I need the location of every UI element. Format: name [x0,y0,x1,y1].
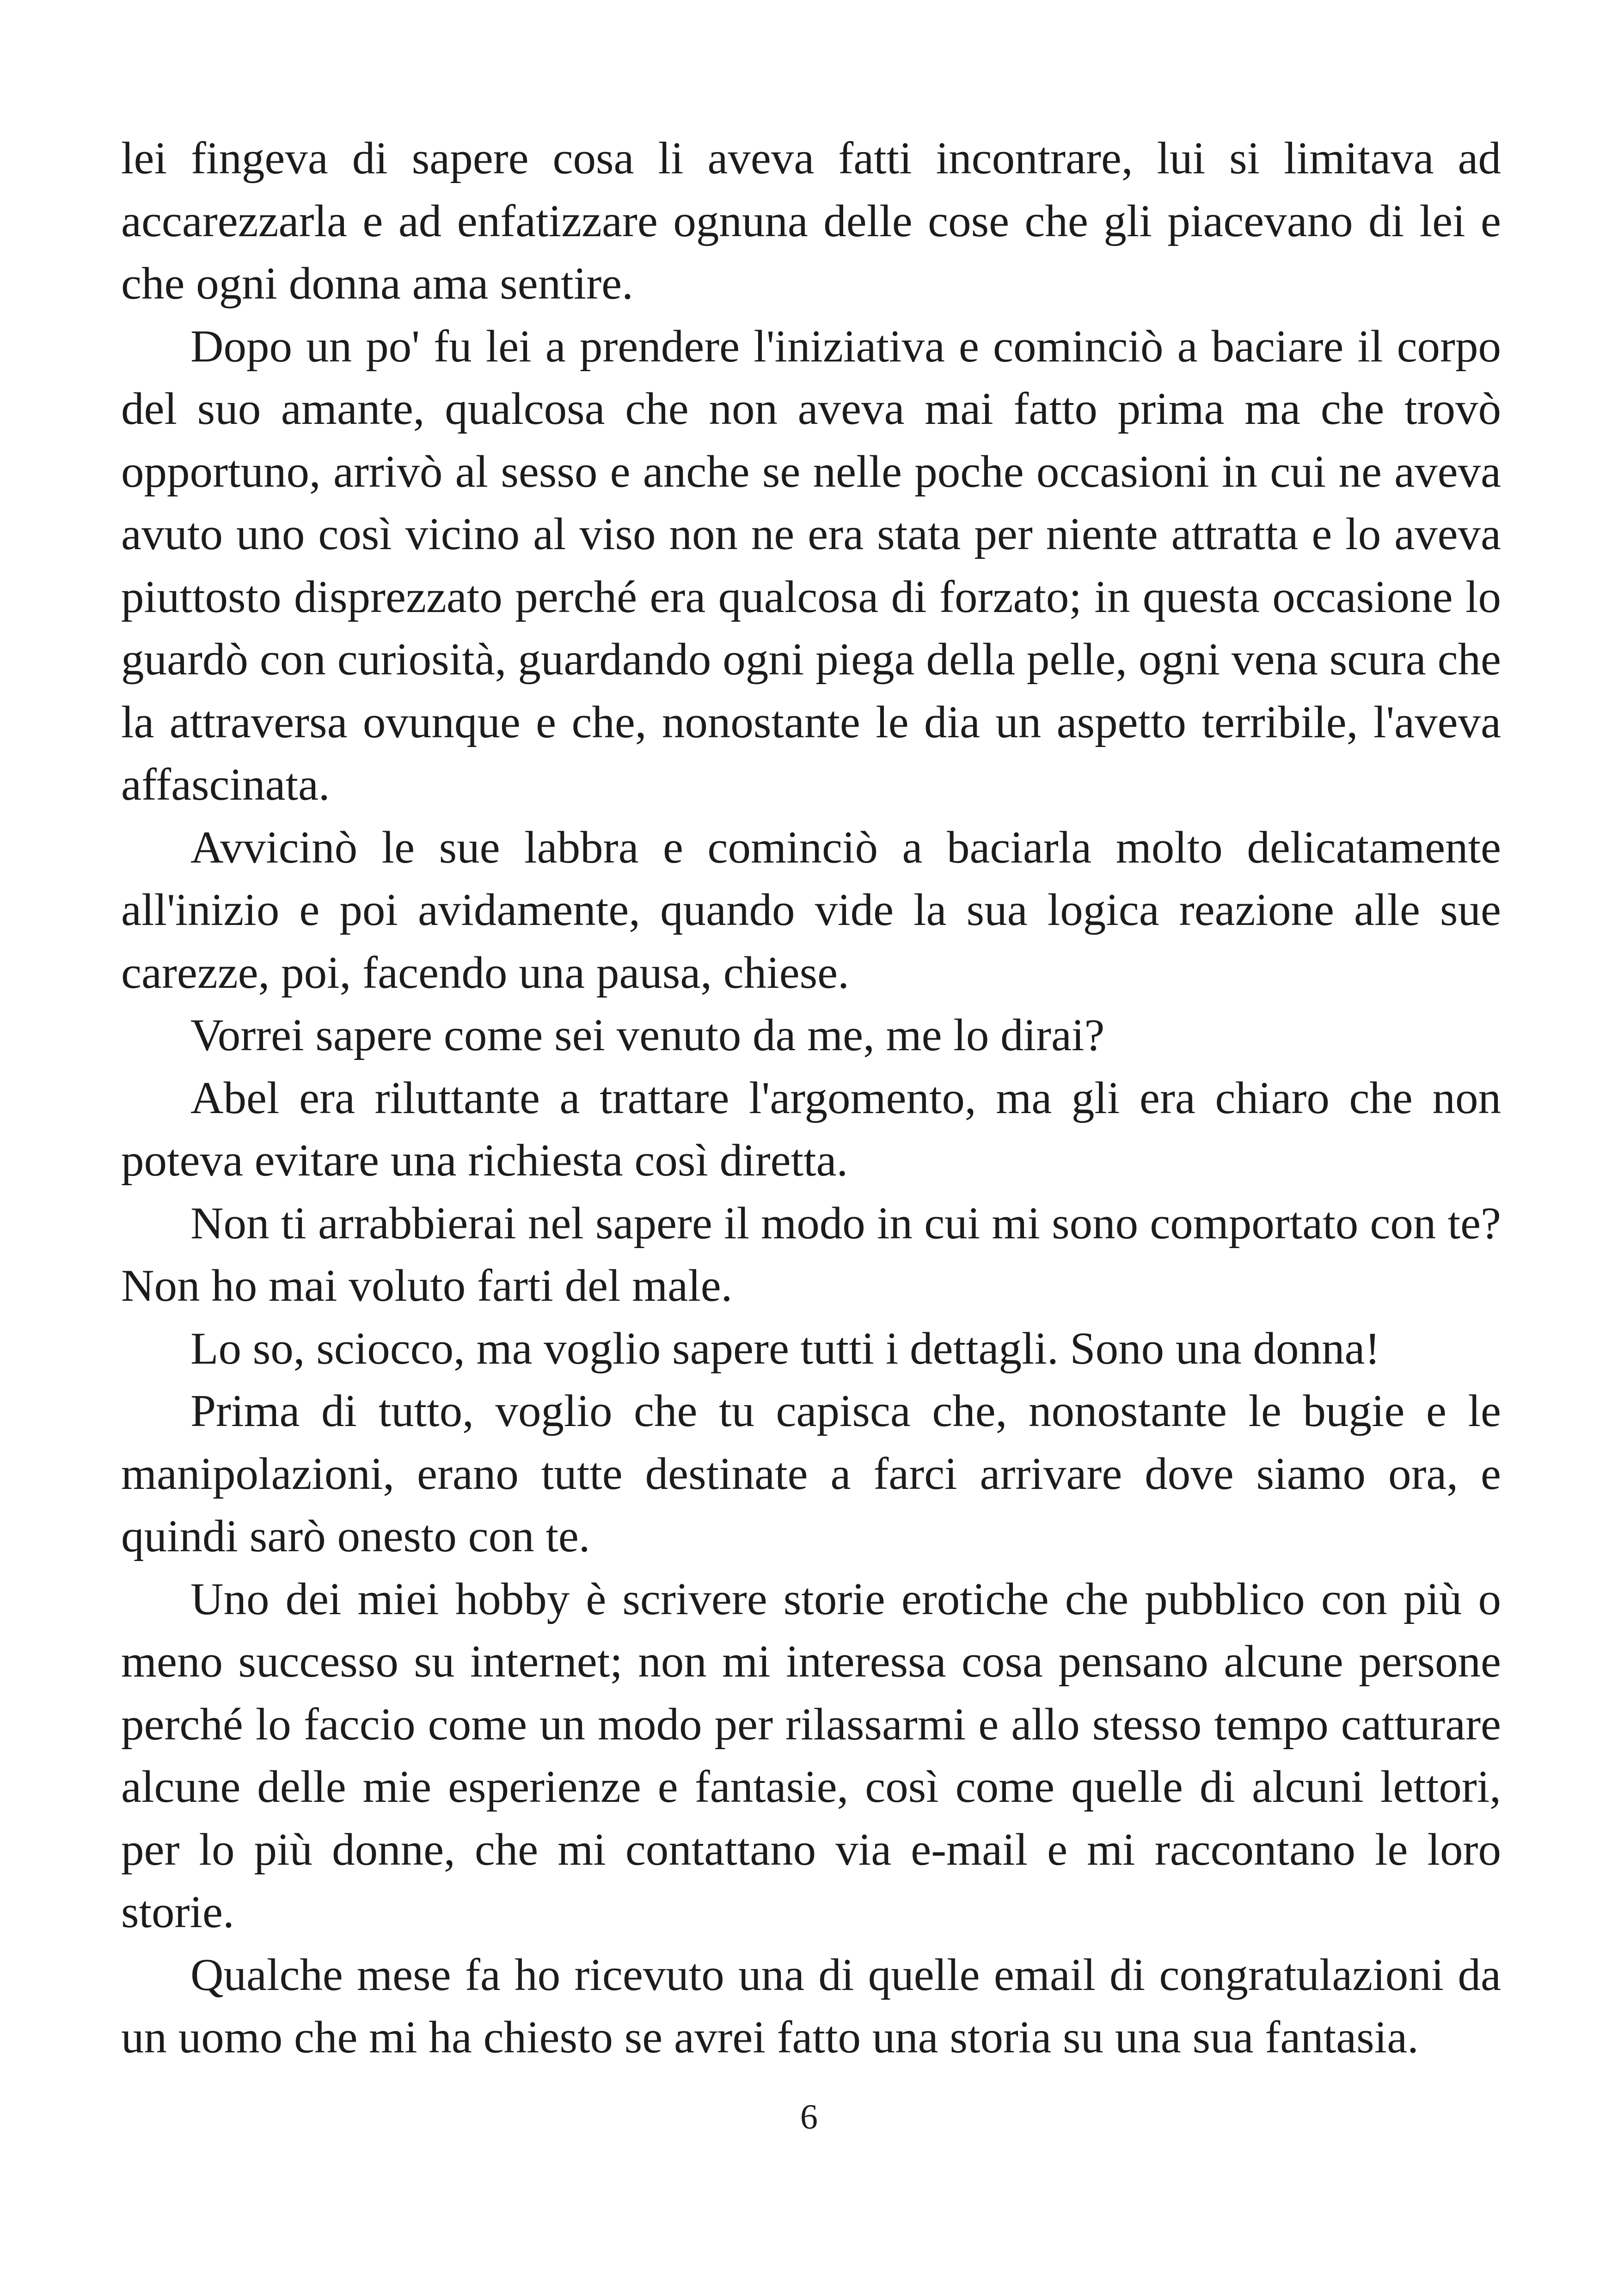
paragraph-3: Avvicinò le sue labbra e cominciò a baciarla molto delicatamente all'inizio e poi avidamente, quando vide la sua logica reazione alle sue carezze, poi, facendo una pausa, chiese. [121,822,1501,998]
paragraph-5: Abel era riluttante a trattare l'argomento, ma gli era chiaro che non poteva evitare una richiesta così diretta. [121,1072,1501,1186]
paragraph-2: Dopo un po' fu lei a prendere l'iniziativa e cominciò a baciare il corpo del suo amante, qualcosa che non aveva mai fatto prima ma che trovò opportuno, arrivò al sesso e anche se nelle poche occasioni in cui ne aveva avuto uno così vicino al viso non ne era stata per niente attratta e lo aveva piuttosto disprezzato perché era qualcosa di forzato; in questa occasione lo guardò con curiosità, guardando ogni piega della pelle, ogni vena scura che la attraversa ovunque e che, nonostante le dia un aspetto terribile, l'aveva affascinata. [121,321,1501,810]
paragraph-1: lei fingeva di sapere cosa li aveva fatti incontrare, lui si limitava ad accarezzarla e ad enfatizzare ognuna delle cose che gli piacevano di lei e che ogni donna ama sentire. [121,133,1501,309]
paragraph-4: Vorrei sapere come sei venuto da me, me lo dirai? [190,1010,1105,1060]
paragraph-6: Non ti arrabbierai nel sapere il modo in cui mi sono comportato con te? Non ho mai voluto farti del male. [121,1198,1501,1311]
paragraph-9: Uno dei miei hobby è scrivere storie erotiche che pubblico con più o meno successo su internet; non mi interessa cosa pensano alcune persone perché lo faccio come un modo per rilassarmi e allo stesso tempo catturare alcune delle mie esperienze e fantasie, così come quelle di alcuni lettori, per lo più donne, che mi contattano via e-mail e mi raccontano le loro storie. [121,1574,1501,1937]
page-number: 6 [800,2098,818,2137]
paragraph-7: Lo so, sciocco, ma voglio sapere tutti i dettagli. Sono una donna! [190,1323,1380,1374]
paragraph-10: Qualche mese fa ho ricevuto una di quelle email di congratulazioni da un uomo che mi ha chiesto se avrei fatto una storia su una sua fantasia. [121,1949,1501,2063]
paragraph-8: Prima di tutto, voglio che tu capisca che, nonostante le bugie e le manipolazioni, erano tutte destinate a farci arrivare dove siamo ora, e quindi sarò onesto con te. [121,1386,1501,1561]
page-body [121,127,1501,2069]
